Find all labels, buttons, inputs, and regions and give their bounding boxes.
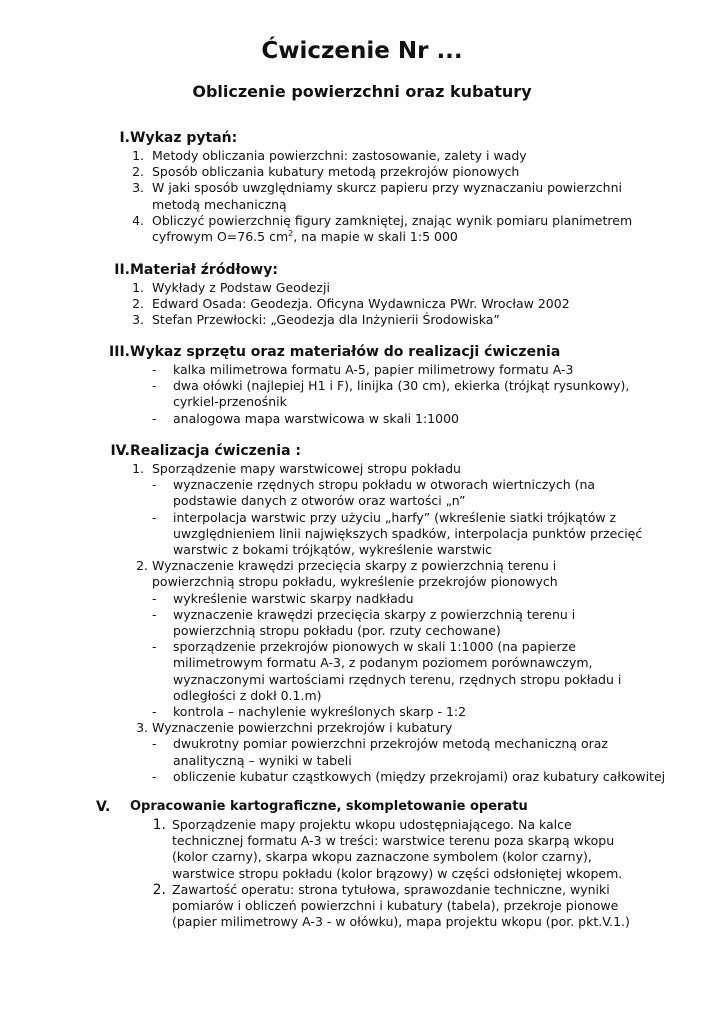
item-text [152,213,642,245]
item-number: 4. [132,212,144,228]
list-item [132,180,652,212]
section-title: Wykaz sprzętu oraz materiałów do realizacji ćwiczenia [130,344,561,360]
item-text-part: Obliczyć powierzchnię figury zamkniętej, znając wynik pomiaru planimetrem cyfrowym O=76.5 cm [152,212,633,245]
list-item [132,312,652,328]
section-heading [96,797,696,817]
item-text: Wyznaczenie powierzchni przekrojów i kubatury [152,720,453,736]
item-number: 3. [136,720,148,736]
list-item [132,212,652,245]
cartography-list [152,817,632,930]
bullet-dash: - [152,477,157,493]
section-number: II. [114,262,130,278]
item-text: wykreślenie warstwic skarpy nadkładu [173,590,414,606]
section-number: III. [109,344,130,360]
section-title: Realizacja ćwiczenia : [130,443,301,459]
section-heading [96,342,696,362]
item-text: wyznaczenie rzędnych stropu pokładu w otworach wiertniczych (na podstawie danych z otworów oraz wartości „n” [173,477,596,509]
section-heading [96,128,696,148]
question-list [132,148,652,245]
list-item [132,296,652,312]
item-text: analogowa mapa warstwicowa w skali 1:1000 [173,410,459,426]
item-text: W jaki sposób uwzględniamy skurcz papieru przy wyznaczaniu powierzchni metodą mechaniczną [152,180,622,212]
list-item [152,378,643,410]
section-title: Materiał źródłowy: [130,262,278,278]
sub-item [152,477,643,509]
item-text: Zawartość operatu: strona tytułowa, sprawozdanie techniczne, wyniki pomiarów i obliczeń powierzchni i kubatury (tabela), przekroje pionowe (papier milimetrowy A-3 - w ołówku), mapa projektu wkopu (por. pkt.V.1.) [172,881,630,930]
equipment-list [152,362,643,427]
item-number: 3. [132,312,144,328]
item-number: 1. [152,817,166,833]
bullet-dash: - [152,378,157,394]
item-number: 2. [132,164,144,180]
item-text-part: , na mapie w skali 1:5 000 [293,229,458,245]
item-text: Sporządzenie mapy warstwicowej stropu pokładu [152,461,461,476]
bullet-dash: - [152,509,157,525]
sub-item [152,704,643,720]
list-item [130,720,630,736]
page-title: Ćwiczenie Nr ... [261,38,463,64]
bullet-dash: - [152,590,157,606]
item-text: Sposób obliczania kubatury metodą przekrojów pionowych [152,164,520,180]
list-item [152,881,632,931]
section-realization [96,441,696,785]
section-questions [96,128,696,245]
item-text: dwukrotny pomiar powierzchni przekrojów metodą mechaniczną oraz analityczną – wyniki w tabeli [173,736,608,768]
bullet-dash: - [152,639,157,655]
sub-item [152,736,643,768]
bullet-dash: - [152,704,157,720]
item-text: Sporządzenie mapy projektu wkopu udostępniającego. Na kalce technicznej formatu A-3 w treści: warstwice terenu poza skarpą wkopu (kolor czarny), skarpa wkopu zaznaczone symbolem (kolor czarny), warstwice stropu pokładu (kolor brązowy) w części odsłoniętej wkopem. [172,817,623,881]
item-number: 1. [132,461,144,476]
item-text: dwa ołówki (najlepiej H1 i F), linijka (30 cm), ekierka (trójkąt rysunkowy), cyrkiel-przenośnik [173,378,630,410]
list-item [132,461,652,477]
item-text: Edward Osada: Geodezja. Oficyna Wydawnicza PWr. Wrocław 2002 [152,296,570,312]
item-text: sporządzenie przekrojów pionowych w skali 1:1000 (na papierze milimetrowym formatu A-3, z podanym poziomem porównawczym, wyznaczonymi wartościami rzędnych terenu, rzędnych stropu pokładu i odległości z dokł 0.1.m) [173,639,622,703]
sub-item [152,590,643,607]
section-equipment [96,342,696,427]
sub-item [152,509,643,559]
item-number: 2. [152,881,166,898]
list-item [152,410,643,427]
section-title: Wykaz pytań: [130,130,238,146]
item-number: 2. [132,296,144,312]
item-number: 1. [132,280,144,295]
item-text: Metody obliczania powierzchni: zastosowanie, zalety i wady [152,148,527,163]
item-text: kontrola – nachylenie wykreślonych skarp - 1:2 [173,704,467,720]
item-number: 2. [136,558,148,574]
item-number: 1. [132,148,144,163]
list-item [152,362,643,378]
sub-item [152,639,623,704]
section-title: Opracowanie kartograficzne, skompletowanie operatu [130,799,528,814]
list-item [132,148,652,164]
bullet-dash: - [152,768,157,784]
list-item [130,558,630,590]
page-subtitle: Obliczenie powierzchni oraz kubatury [192,82,532,101]
bullet-dash: - [152,606,157,622]
section-number: I. [119,130,130,146]
bullet-dash: - [152,362,157,377]
item-text: interpolacja warstwic przy użyciu „harfy” (wkreślenie siatki trójkątów z uwzględnieniem linii największych spadków, interpolacja punktów przecięć warstwic z bokami trójkątów, wykreślenie warstwic [173,509,643,558]
section-number: IV. [110,443,130,459]
bullet-dash: - [152,736,157,752]
item-text: wyznaczenie krawędzi przecięcia skarpy z powierzchnią terenu i powierzchnią stropu pokładu (por. rzuty cechowane) [173,606,576,639]
item-text: Wykłady z Podstaw Geodezji [152,280,330,295]
list-item [132,280,652,296]
section-number: V. [96,799,111,815]
section-heading [96,441,696,461]
superscript: 2 [288,228,294,238]
section-sources [96,260,696,329]
bullet-dash: - [152,410,157,426]
realization-list [132,461,666,785]
item-text: obliczenie kubatur cząstkowych (między przekrojami) oraz kubatury całkowitej [173,768,666,784]
sub-item [152,606,643,639]
source-list [132,280,652,329]
item-text: Wyznaczenie krawędzi przecięcia skarpy z powierzchnią terenu i powierzchnią stropu pokładu, wykreślenie przekrojów pionowych [152,558,558,590]
item-number: 3. [132,180,144,196]
item-text: kalka milimetrowa formatu A-5, papier milimetrowy formatu A-3 [173,362,574,377]
sub-item [152,768,666,785]
list-item [152,817,632,882]
list-item [132,164,652,180]
section-cartography [96,797,696,930]
section-heading [96,260,696,280]
item-text: Stefan Przewłocki: „Geodezja dla Inżynierii Środowiska” [152,312,500,328]
